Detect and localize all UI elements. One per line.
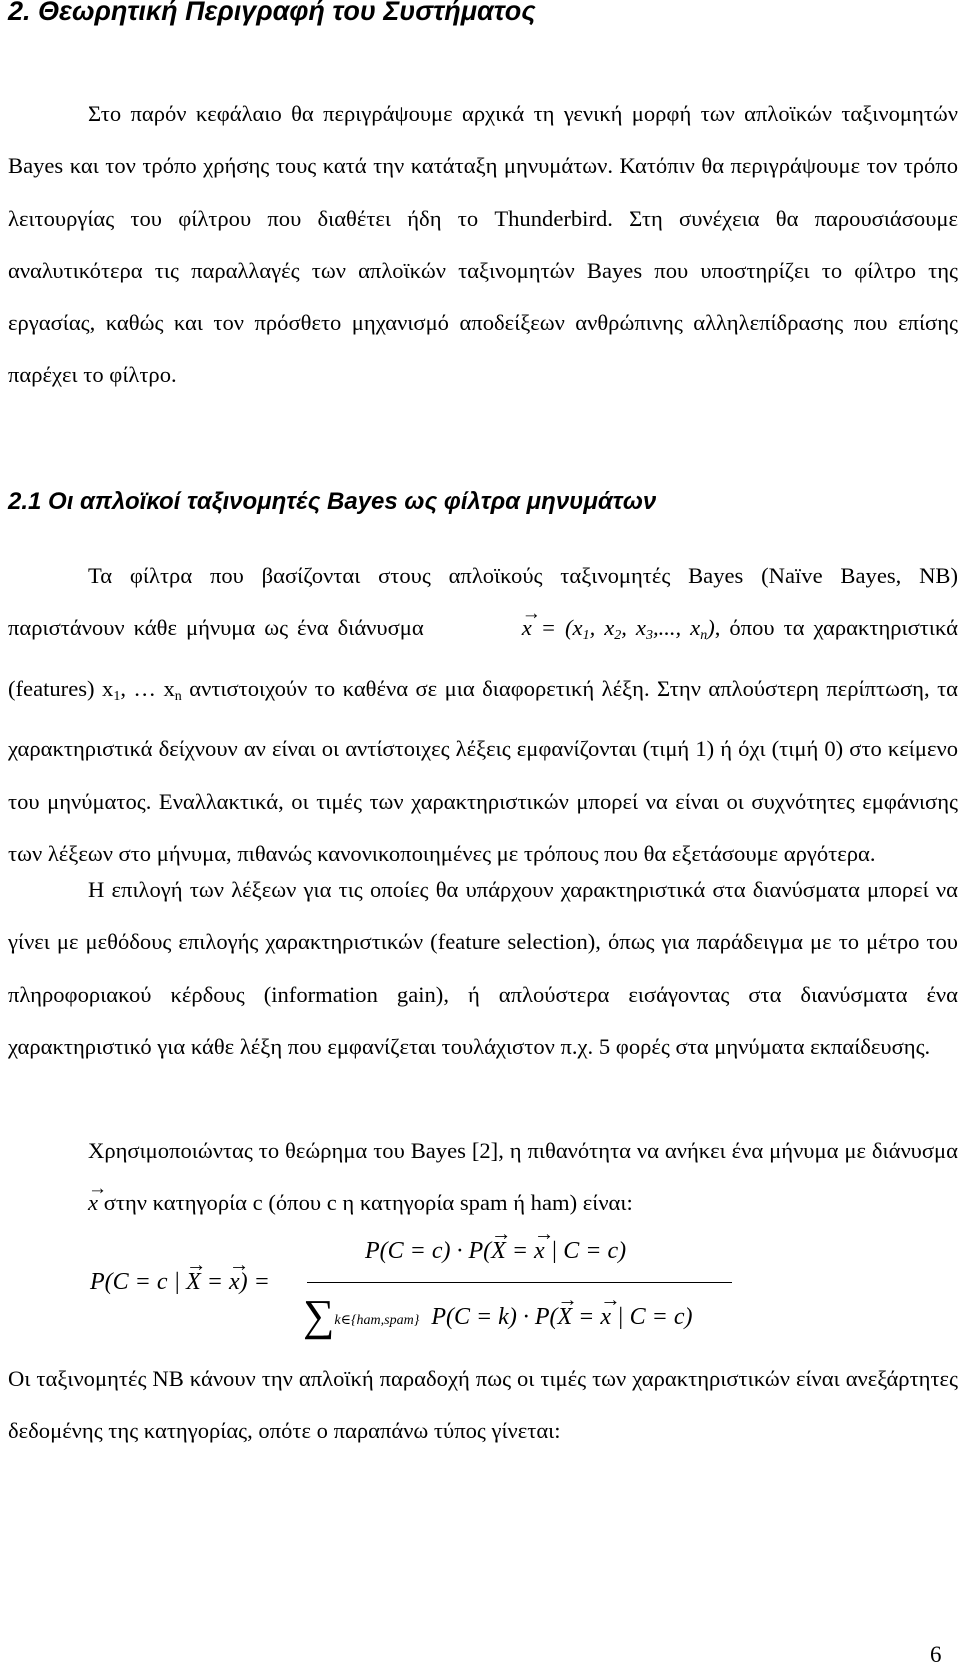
vector-formula: → $x = (x_1$, $x_2$, $x_3$,..., $x_n$) (442, 615, 715, 640)
paragraph-text-6: στην κατηγορία c (όπου c η κατηγορία spam ή ham) είναι: (103, 1190, 633, 1216)
paragraph-text-1: Τα φίλτρα που βασίζονται στους απλοϊκούς ταξινομητές Bayes (Naïve Bayes, NB) παριστάνουν κάθε μήνυμα ως ένα διάνυσμα (8, 563, 958, 641)
intro-paragraph: Στο παρόν κεφάλαιο θα περιγράψουμε αρχικά τη γενική μορφή των απλοϊκών ταξινομητών Bayes και τον τρόπο χρήσης τους κατά την κατάταξη μηνυμάτων. Κατόπιν θα περιγράψουμε τον τρόπο λειτουργίας του φίλτρου που διαθέτει ήδη το Thunderbird. Στη συνέχεια θα παρουσιάσουμε αναλυτικότερα τις παραλλαγές των απλοϊκών ταξινομητών Bayes που υποστηρίζει το φίλτρο της εργασίας, καθώς και τον πρόσθετο μηχανισμό αποδείξεων ανθρώπινης αλληλεπίδρασης που επίσης παρέχει το φίλτρο. (8, 101, 958, 388)
page-number: 6 (930, 1642, 942, 1667)
paragraph-feature-selection: Η επιλογή των λέξεων για τις οποίες θα υπάρχουν χαρακτηριστικά στα διανύσματα μπορεί να γίνει με μεθόδους επιλογής χαρακτηριστικών (feature selection), όπως για παράδειγμα με το μέτρο του πληροφοριακού κέρδους (information gain), ή απλούστερα εισάγοντας στα διανύσματα ένα χαρακτηριστικό για κάθε λέξη που εμφανίζεται τουλάχιστον π.χ. 5 φορές στα μηνύματα εκπαίδευσης. (8, 877, 958, 1059)
fraction-bar (307, 1282, 732, 1283)
sum-subscript: k∈{ham,spam} (334, 1313, 420, 1328)
equation-numerator: P(C = c) · P(→ X = → x | C = c) (365, 1238, 626, 1265)
paragraph-text-4: αντιστοιχούν το καθένα σε μια διαφορετική λέξη. Στην απλούστερη περίπτωση, τα χαρακτηριστικά δείχνουν αν είναι οι αντίστοιχες λέξεις εμφανίζονται (τιμή 1) ή όχι (τιμή 0) στο κείμενο του μηνύματος. Εναλλακτικά, οι τιμές των χαρακτηριστικών μπορεί να είναι οι συχνότητες εμφάνισης των λέξεων στο μήνυμα, πιθανώς κανονικοποιημένες με τρόπους που θα εξετάσουμε αργότερα. (8, 675, 958, 866)
paragraph-naive-assumption: Οι ταξινομητές NB κάνουν την απλοϊκή παραδοχή πως οι τιμές των χαρακτηριστικών είναι ανεξάρτητες δεδομένης της κατηγορίας, οπότε ο παραπάνω τύπος γίνεται: (8, 1366, 958, 1444)
chapter-heading: 2. Θεωρητική Περιγραφή του Συστήματος (8, 0, 536, 26)
section-heading: 2.1 Οι απλοϊκοί ταξινομητές Bayes ως φίλτρα μηνυμάτων (8, 488, 657, 515)
equation-left-side: P(C = c | → X = → x) = (90, 1269, 270, 1296)
bayes-equation (90, 1238, 730, 1348)
sum-symbol: ∑ (303, 1291, 335, 1340)
vector-x-symbol: → x (8, 1177, 98, 1229)
paragraph-text-2: , όπου τα χαρακτηριστικά (features) x (8, 615, 958, 701)
paragraph-text-5: Χρησιμοποιώντας το θεώρημα του Bayes [2], η πιθανότητα να ανήκει ένα μήνυμα με διάνυσμα (88, 1138, 958, 1163)
paragraph-feature-vector: Τα φίλτρα που βασίζονται στους απλοϊκούς ταξινομητές Bayes (Naïve Bayes, NB) παριστάνουν κάθε μήνυμα ως ένα $\delta\iota ά\nu\upsilon\sigma\mu\alpha \to x = (x_1$, $x_2$, $x_3$,..., $x_n$), όπου τα χαρακτηριστικά (features) $x_1$, … $x_n$ αντιστοιχούν το καθένα σε μια διαφορετική λέξη. Στην απλούστερη περίπτωση, τα χαρακτηριστικά δείχνουν αν είναι οι αντίστοιχες λέξεις εμφανίζονται (τιμή 1) ή όχι (τιμή 0) στο κείμενο του μηνύματος. Εναλλακτικά, οι τιμές των χαρακτηριστικών μπορεί να είναι οι συχνότητες εμφάνισης των λέξεων στο μήνυμα, πιθανώς κανονικοποιημένες με τρόπους που θα εξετάσουμε αργότερα. (8, 550, 958, 880)
paragraph-bayes-theorem (8, 1125, 958, 1230)
paragraph-text-3: , … x (120, 675, 175, 701)
equation-denominator: ∑k∈{ham,spam} P(C = k) · P(→ X = → x | C = c) (303, 1290, 692, 1341)
